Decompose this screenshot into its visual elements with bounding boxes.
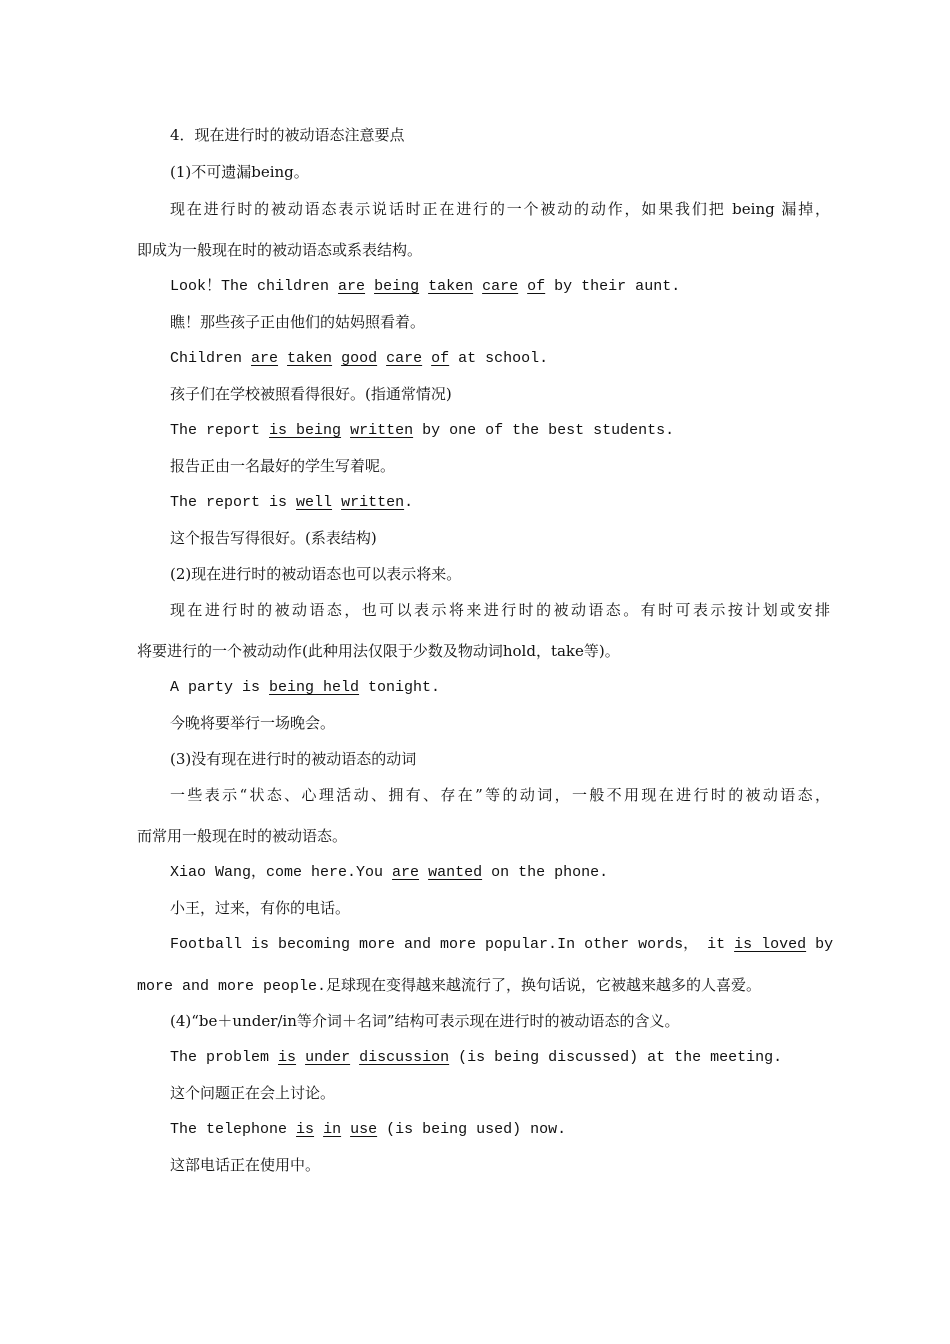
example-sentence: The problem is under discussion (is being discussed) at the meeting. [170, 1049, 783, 1066]
explanation-line: 而常用一般现在时的被动语态。 [137, 827, 348, 845]
example-translation: 这个报告写得很好。(系表结构) [170, 529, 377, 547]
example-translation: 孩子们在学校被照看得很好。(指通常情况) [170, 385, 452, 403]
underlined-phrase: under [305, 1049, 351, 1066]
underlined-phrase: are [251, 350, 279, 367]
subsection-title: (1)不可遗漏being。 [170, 163, 309, 181]
explanation-line: 即成为一般现在时的被动语态或系表结构。 [137, 241, 423, 259]
example-sentence: Children are taken good care of at school. [170, 350, 549, 367]
underlined-phrase: well [296, 494, 333, 511]
explanation-line: 现在进行时的被动语态，也可以表示将来进行时的被动语态。有时可表示按计划或安排 [170, 601, 830, 619]
underlined-phrase: of [431, 350, 450, 367]
underlined-phrase: written [350, 422, 414, 439]
example-translation: 这个问题正在会上讨论。 [170, 1084, 336, 1102]
underlined-phrase: good [341, 350, 378, 367]
example-sentence-continuation: more and more people.足球现在变得越来越流行了，换句话说，它被越来越多的人喜爱。 [137, 976, 762, 995]
section-heading: 4．现在进行时的被动语态注意要点 [170, 126, 405, 144]
underlined-phrase: being held [269, 679, 360, 696]
subsection-title: (2)现在进行时的被动语态也可以表示将来。 [170, 565, 462, 583]
underlined-phrase: written [341, 494, 405, 511]
underlined-phrase: of [527, 278, 546, 295]
example-translation: 报告正由一名最好的学生写着呢。 [170, 457, 396, 475]
underlined-phrase: is [278, 1049, 297, 1066]
example-sentence: Football is becoming more and more popular.In other words， it is loved by [170, 936, 834, 953]
example-sentence: The telephone is in use (is being used) now. [170, 1121, 567, 1138]
explanation-line: 将要进行的一个被动动作(此种用法仅限于少数及物动词hold，take等)。 [137, 642, 620, 660]
underlined-phrase: is being [269, 422, 342, 439]
example-translation: 瞧！那些孩子正由他们的姑妈照看着。 [170, 313, 426, 331]
example-sentence: Look！The children are being taken care of by their aunt. [170, 278, 681, 295]
underlined-phrase: care [386, 350, 423, 367]
underlined-phrase: use [350, 1121, 378, 1138]
underlined-phrase: are [338, 278, 366, 295]
explanation-line: 现在进行时的被动语态表示说话时正在进行的一个被动的动作，如果我们把 being 漏掉， [170, 200, 830, 218]
underlined-phrase: discussion [359, 1049, 450, 1066]
example-sentence: Xiao Wang，come here.You are wanted on the phone. [170, 864, 609, 881]
subsection-title: (4)“be＋under/in等介词＋名词”结构可表示现在进行时的被动语态的含义。 [170, 1012, 680, 1030]
underlined-phrase: are [392, 864, 420, 881]
underlined-phrase: wanted [428, 864, 483, 881]
underlined-phrase: is [296, 1121, 315, 1138]
example-translation: 小王，过来，有你的电话。 [170, 899, 351, 917]
underlined-phrase: care [482, 278, 519, 295]
example-translation: 这部电话正在使用中。 [170, 1156, 321, 1174]
example-sentence: A party is being held tonight. [170, 679, 441, 696]
subsection-title: (3)没有现在进行时的被动语态的动词 [170, 750, 417, 768]
underlined-phrase: in [323, 1121, 342, 1138]
explanation-line: 一些表示“状态、心理活动、拥有、存在”等的动词，一般不用现在进行时的被动语态， [170, 786, 830, 804]
underlined-phrase: taken [428, 278, 474, 295]
underlined-phrase: taken [287, 350, 333, 367]
underlined-phrase: is loved [734, 936, 807, 953]
underlined-phrase: being [374, 278, 420, 295]
example-translation: 今晚将要举行一场晚会。 [170, 714, 336, 732]
example-sentence: The report is being written by one of the best students. [170, 422, 675, 439]
example-sentence: The report is well written. [170, 494, 414, 511]
